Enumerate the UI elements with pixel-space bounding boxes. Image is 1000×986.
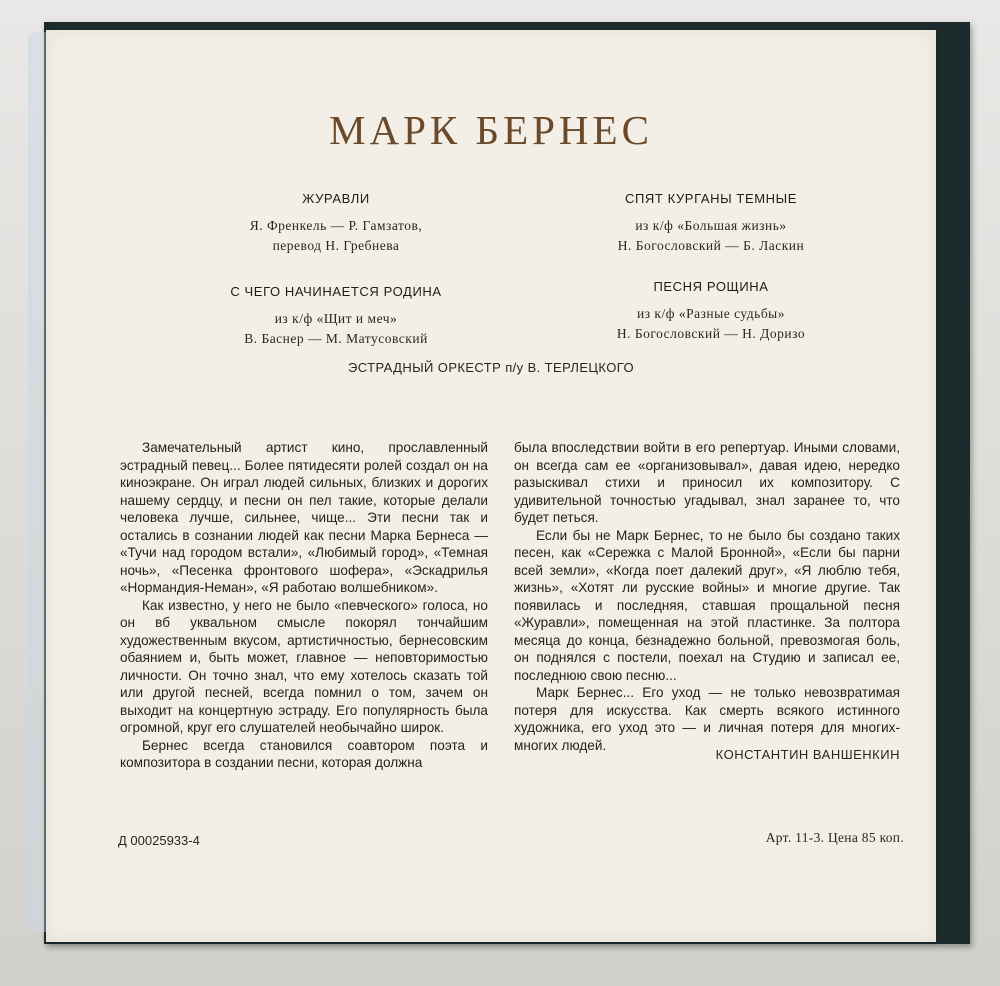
album-title: МАРК БЕРНЕС [329, 107, 653, 153]
song-block-kurgany [561, 191, 861, 256]
orchestra-credit: ЭСТРАДНЫЙ ОРКЕСТР п/у В. ТЕРЛЕЦКОГО [348, 360, 634, 375]
song-title: ЖУРАВЛИ [302, 191, 370, 206]
song-credit: Я. Френкель — Р. Гамзатов, [249, 218, 423, 233]
song-credit: Н. Богословский — Б. Ласкин [617, 238, 805, 253]
song-credit: перевод Н. Гребнева [272, 238, 400, 253]
song-credit: из к/ф «Разные судьбы» [636, 306, 786, 321]
song-credit: из к/ф «Щит и меч» [274, 311, 398, 326]
song-title: С ЧЕГО НАЧИНАЕТСЯ РОДИНА [230, 284, 442, 299]
album-back-cover [46, 30, 936, 942]
price-label: Арт. 11-3. Цена 85 коп. [765, 830, 904, 845]
song-block-zhuravli [186, 191, 486, 256]
song-credit: В. Баснер — М. Матусовский [244, 331, 428, 346]
paragraph: Марк Бернес... Его уход — не только невозвратимая потеря для искусства. Как смерть всякого истинного художника, его уход это — и личная потеря для многих-многих людей. [514, 685, 900, 753]
paragraph: Замечательный артист кино, прославленный эстрадный певец... Более пятидесяти ролей создал он на киноэкране. Он играл людей сильных, близких и дорогих нашему сердцу, и песни он пел такие, которые делали человека лучше, сильнее, чище... Эти песни так и остались в сознании людей как песни Марка Бернеса — «Тучи над городом встали», «Любимый город», «Темная ночь», «Песенка фронтового шофера», «Эскадрилья «Нормандия-Неман», «Я работаю волшебником». [120, 440, 488, 595]
author-signature: КОНСТАНТИН ВАНШЕНКИН [715, 747, 900, 762]
liner-notes-left [120, 439, 488, 772]
paragraph: Как известно, у него не было «певческого» голоса, но он вб уквальном смысле покорял тончайшим художественным вкусом, артистичностью, бернесовским обаянием и, быть может, главное — неповторимостью личности. Он точно знал, что ему хотелось сказать той или другой песней, всегда помнил о том, зачем он выходит на концертную эстраду. Его популярность была огромной, круг его слушателей необычайно широк. [120, 597, 488, 735]
song-block-rodina [186, 284, 486, 349]
liner-notes-right [514, 439, 900, 754]
song-credit: из к/ф «Большая жизнь» [635, 218, 787, 233]
song-credit: Н. Богословский — Н. Доризо [616, 326, 806, 341]
paragraph: была впоследствии войти в его репертуар. Иными словами, он всегда сам ее «организовывал», давая идею, нередко разыскивал стихи и приносил их композитору. С удивительной точностью угадывал, знал заранее то, что будет петься. [514, 440, 900, 525]
paragraph: Бернес всегда становился соавтором поэта и композитора в создании песни, которая должна [120, 737, 488, 770]
song-title: ПЕСНЯ РОЩИНА [653, 279, 769, 294]
song-title: СПЯТ КУРГАНЫ ТЕМНЫЕ [624, 191, 798, 206]
paragraph: Если бы не Марк Бернес, то не было бы создано таких песен, как «Сережка с Малой Бронной», «Если бы парни всей земли», «Когда поет далекий друг», «Я люблю тебя, жизнь», «Хотят ли русские войны» и многие другие. Так появилась и последняя, ставшая прощальной песня «Журавли», помещенная на этой пластинке. За полтора месяца до конца, безнадежно больной, превозмогая боль, он поднялся с постели, поехал на Студию и записал ее, последнюю свою песню... [514, 527, 900, 683]
catalog-number: Д 00025933-4 [118, 833, 200, 848]
song-block-roshchin [561, 279, 861, 344]
